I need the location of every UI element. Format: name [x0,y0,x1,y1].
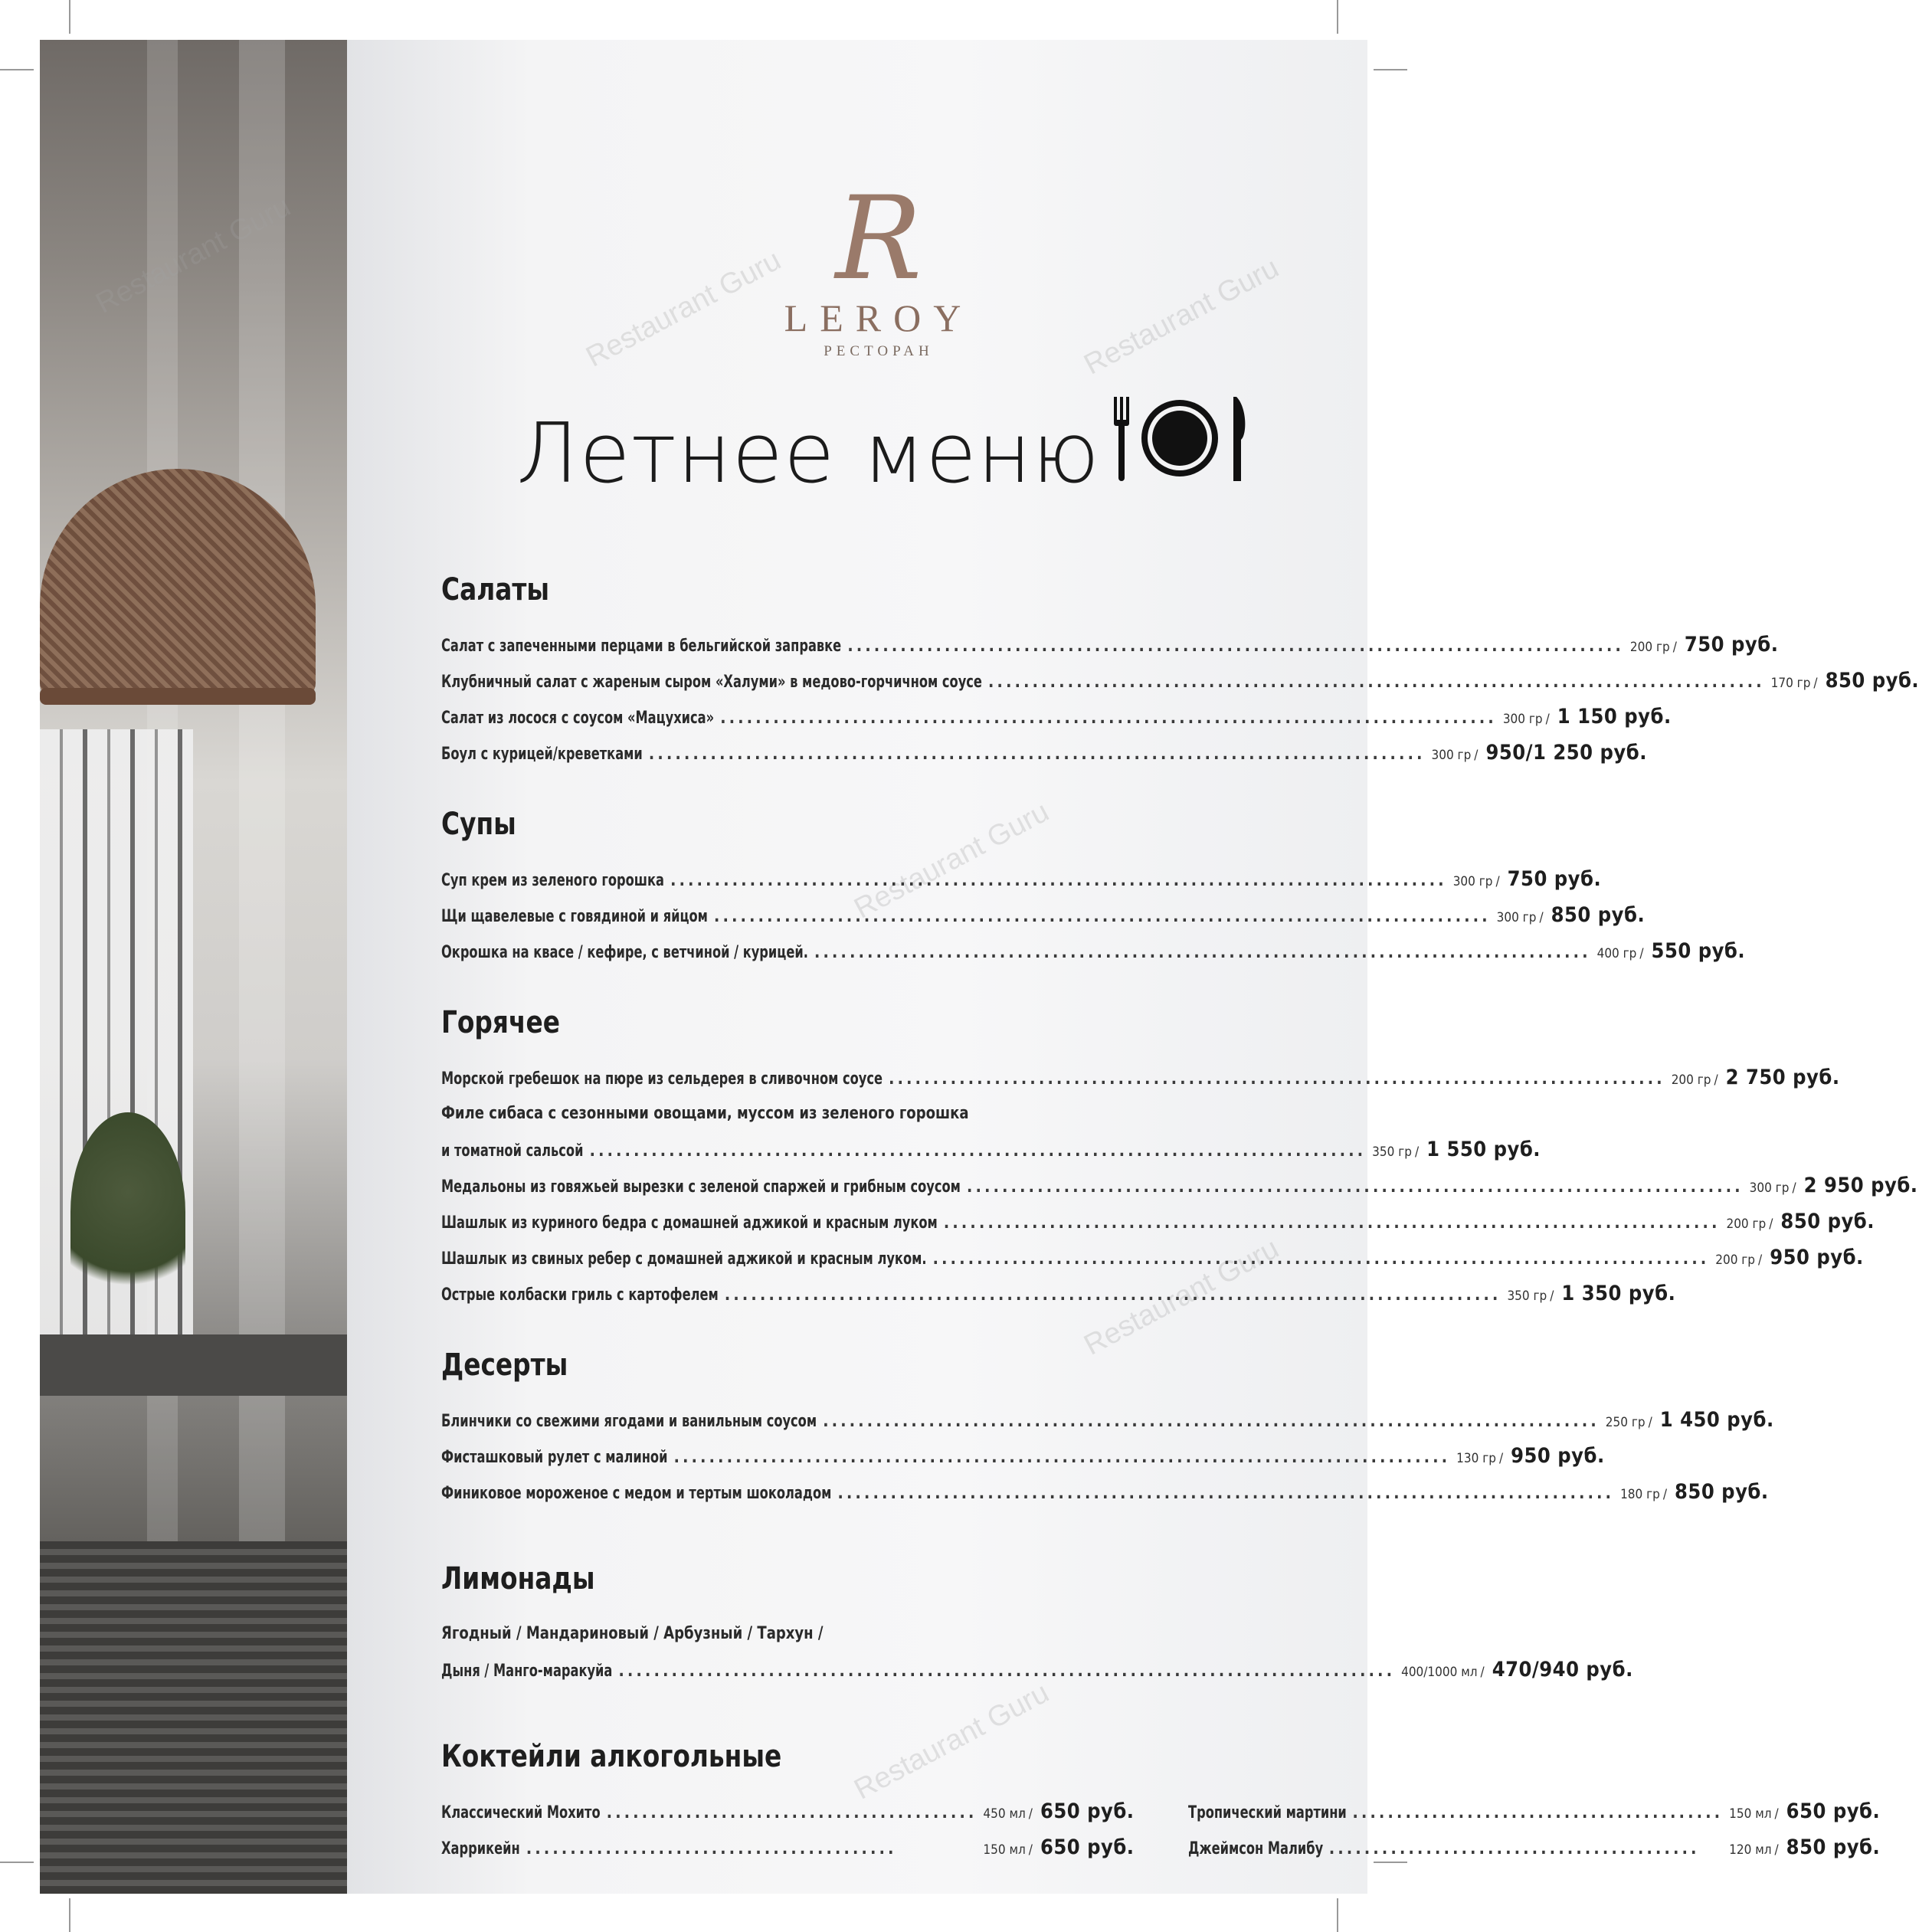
dot-leader: .......................................... [606,1803,978,1822]
menu-item: Медальоны из говяжьей вырезки с зеленой спаржей и грибным соусом ........................................................................................ 300 гр / 2 950 руб. [441,1167,1322,1203]
crop-mark [1374,69,1407,70]
crop-mark [0,69,34,70]
dot-leader: ........................................................................................ [837,1484,1615,1503]
menu-item: Шашлык из куриного бедра с домашней аджикой и красным луком ........................................................................................ 200 гр / 850 руб. [441,1203,1322,1239]
dot-leader: .......................................... [526,1839,897,1858]
dot-leader: ........................................................................................ [720,709,1497,728]
dot-leader: ........................................................................................ [987,673,1765,692]
cocktails-right-column [1188,1793,1881,1865]
menu-item: Клубничный салат с жареным сыром «Халуми» в медово-горчичном соусе ........................................................................................ 170 гр / 850 руб. [441,663,1322,699]
crop-mark [0,1862,34,1863]
menu-title: Летнее меню [516,406,1101,502]
menu-item: Классический Мохито .......................................... 450 мл / 650 руб. [441,1793,1135,1829]
dot-leader: .......................................... [1328,1839,1700,1858]
dot-leader: ........................................................................................ [932,1249,1710,1269]
table [40,1334,347,1396]
menu-item: Харрикейн .......................................... 150 мл / 650 руб. [441,1829,1135,1865]
menu-item: и томатной сальсой ........................................................................................ 350 гр / 1 550 руб. [441,1131,1322,1167]
menu-item: Салат с запеченными перцами в бельгийской заправке ........................................................................................ 200 гр / 750 руб. [441,627,1322,663]
menu-item: Фисташковый рулет с малиной ........................................................................................ 130 гр / 950 руб. [441,1438,1322,1474]
menu-item: Суп крем из зеленого горошка ........................................................................................ 300 гр / 750 руб. [441,861,1322,897]
dot-leader: ........................................................................................ [888,1069,1665,1089]
interior-photo [40,40,347,1894]
menu-item: Салат из лосося с соусом «Мацухиса» ........................................................................................ 300 гр / 1 150 руб. [441,699,1322,735]
section-title-desserts: Десерты [441,1347,568,1383]
logo-monogram: R [835,172,922,306]
dot-leader: .......................................... [1352,1803,1724,1822]
watermark: Restaurant Guru [1079,1232,1285,1362]
crop-mark [1337,0,1338,34]
watermark: Restaurant Guru [581,244,787,374]
logo-name: LEROY [784,296,974,339]
menu-page [40,40,1919,1894]
menu-item-line: Ягодный / Мандариновый / Арбузный / Тархун / [441,1624,824,1643]
dot-leader: ........................................................................................ [713,907,1491,926]
section-title-salads: Салаты [441,572,550,607]
menu-item: Щи щавелевые с говядиной и яйцом ........................................................................................ 300 гр / 850 руб. [441,897,1322,933]
cutlery-plate-icon [1111,392,1250,484]
dot-leader: ........................................................................................ [966,1177,1744,1197]
watermark: Restaurant Guru [90,190,296,320]
dot-leader: ........................................................................................ [847,637,1624,656]
dot-leader: ........................................................................................ [814,943,1591,962]
crop-mark [69,1898,70,1932]
menu-item: Тропический мартини .......................................... 150 мл / 650 руб. [1188,1793,1881,1829]
dot-leader: ........................................................................................ [724,1285,1501,1305]
menu-item: Финиковое мороженое с медом и тертым шоколадом ........................................................................................ 180 гр / 850 руб. [441,1474,1322,1510]
watermark: Restaurant Guru [1079,251,1285,381]
dot-leader: ........................................................................................ [823,1412,1600,1431]
dot-leader: ........................................................................................ [618,1662,1396,1681]
dot-leader: ........................................................................................ [673,1448,1451,1467]
menu-item: Окрошка на квасе / кефире, с ветчиной / курицей. ........................................................................................ 400 гр / 550 руб. [441,933,1322,969]
restaurant-logo [752,172,1005,360]
lamp-rim [40,688,316,705]
plant [70,1112,185,1311]
menu-item-line: Филе сибаса с сезонными овощами, муссом из зеленого горошка [441,1104,969,1123]
menu-item: Шашлык из свиных ребер с домашней аджикой и красным луком. ........................................................................................ 200 гр / 950 руб. [441,1239,1322,1275]
menu-item: Джеймсон Малибу .......................................... 120 мл / 850 руб. [1188,1829,1881,1865]
dot-leader: ........................................................................................ [648,745,1426,764]
dot-leader: ........................................................................................ [589,1141,1367,1161]
menu-item: Острые колбаски гриль с картофелем ........................................................................................ 350 гр / 1 350 руб. [441,1275,1322,1311]
watermark: Restaurant Guru [849,795,1055,925]
menu-item: Дыня / Манго-маракуйа ........................................................................................ 400/1000 мл / 470/940 руб. [441,1652,1322,1688]
crop-mark [69,0,70,34]
watermark: Restaurant Guru [849,1676,1055,1806]
menu-list [441,568,1919,1865]
cocktails-columns [441,1793,1881,1865]
section-title-lemonades: Лимонады [441,1561,595,1596]
crop-mark [1337,1898,1338,1932]
menu-item: Морской гребешок на пюре из сельдерея в сливочном соусе ........................................................................................ 200 гр / 2 750 руб. [441,1059,1322,1095]
cocktails-left-column [441,1793,1135,1865]
logo-subtitle: РЕСТОРАН [824,343,934,359]
menu-item: Боул с курицей/креветками ........................................................................................ 300 гр / 950/1 250 руб. [441,735,1322,771]
section-title-cocktails: Коктейли алкогольные [441,1739,782,1774]
menu-item: Блинчики со свежими ягодами и ванильным соусом ........................................................................................ 250 гр / 1 450 руб. [441,1402,1322,1438]
dot-leader: ........................................................................................ [670,871,1447,890]
dot-leader: ........................................................................................ [943,1213,1721,1233]
section-title-hot: Горячее [441,1005,560,1040]
section-title-soups: Супы [441,807,516,842]
wicker-furniture [40,1541,347,1894]
